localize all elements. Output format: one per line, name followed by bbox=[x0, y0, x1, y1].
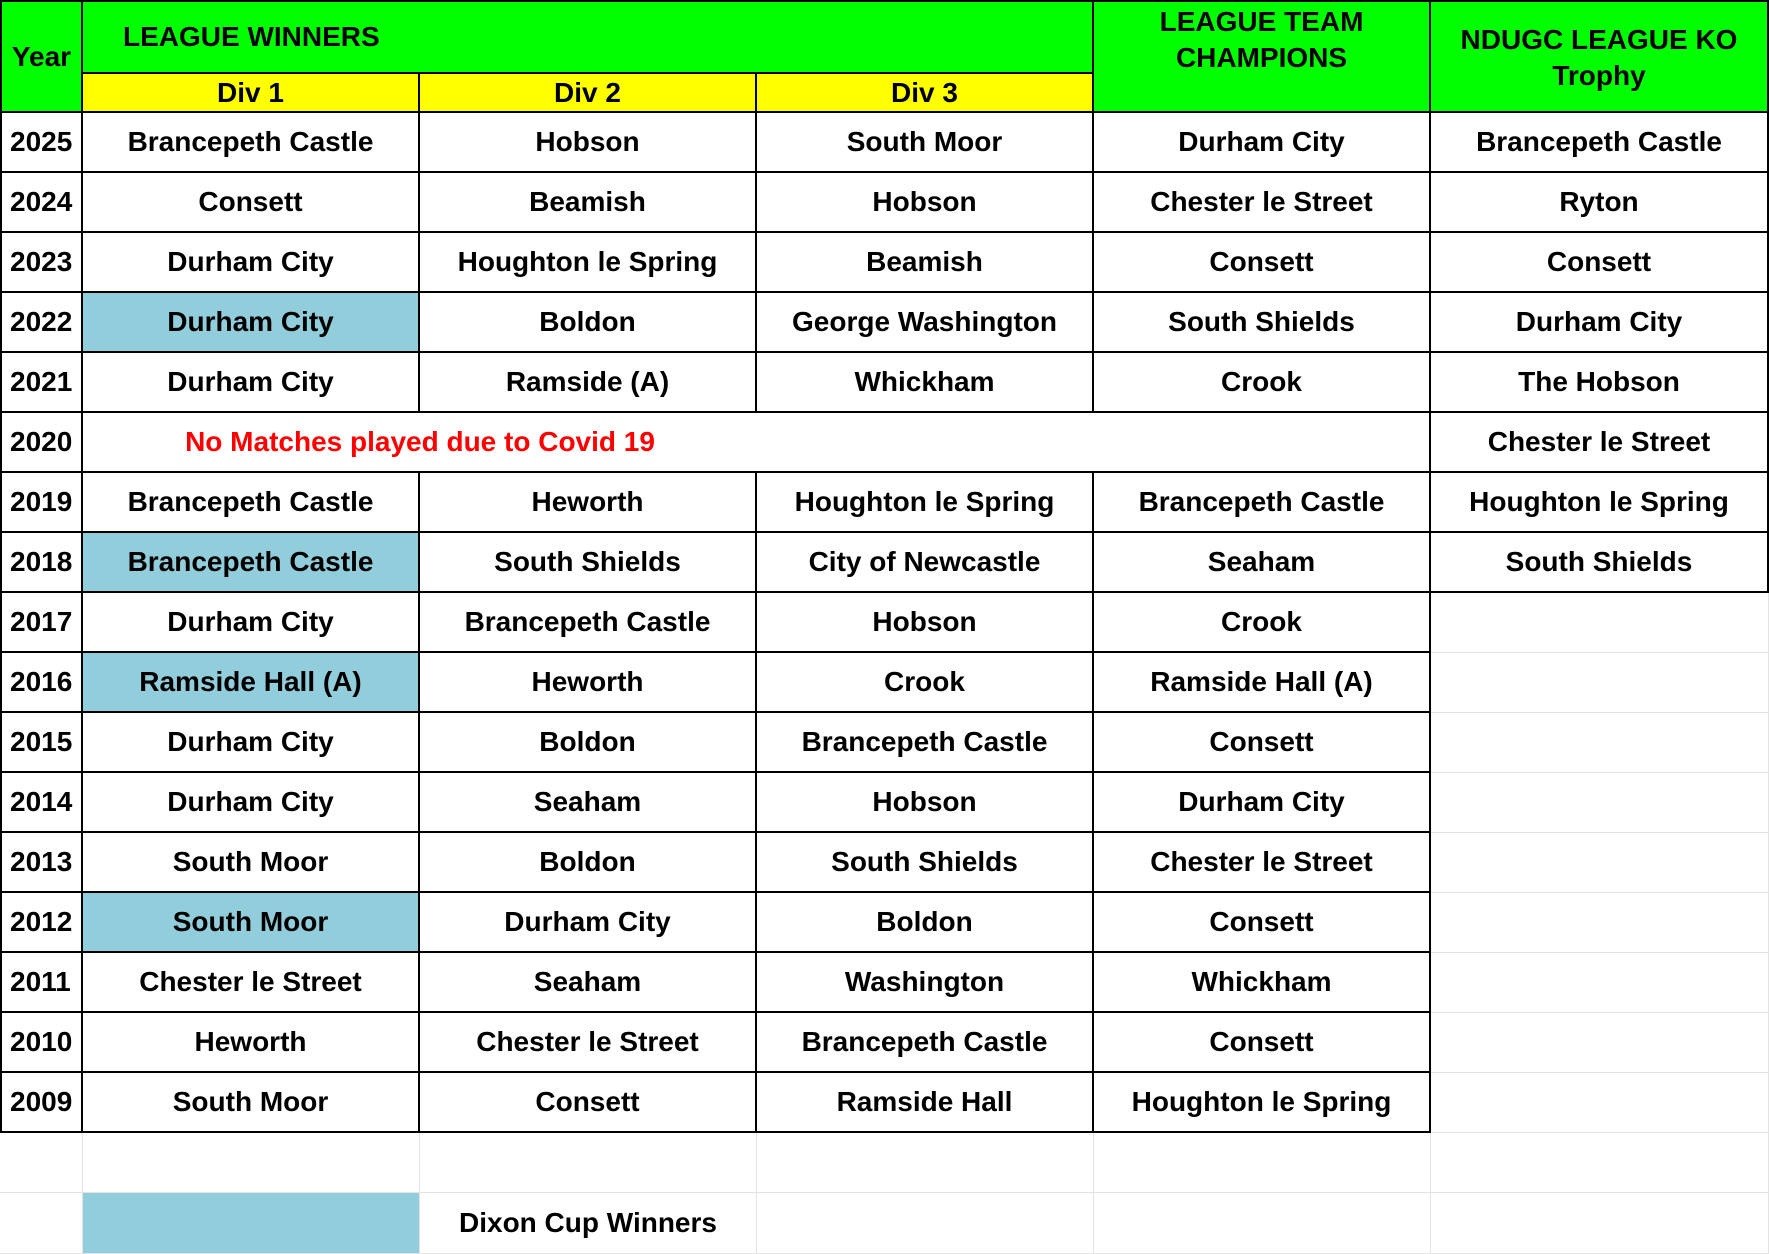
empty-cell bbox=[1431, 1193, 1769, 1254]
header-div3: Div 3 bbox=[757, 74, 1094, 113]
team-champion: Chester le Street bbox=[1094, 833, 1431, 893]
div2-winner: Beamish bbox=[420, 173, 757, 233]
div3-winner: South Moor bbox=[757, 113, 1094, 173]
ko-trophy-winner: The Hobson bbox=[1431, 353, 1769, 413]
team-champion: Consett bbox=[1094, 713, 1431, 773]
ko-trophy-winner bbox=[1431, 1073, 1769, 1133]
div2-winner: Heworth bbox=[420, 653, 757, 713]
year-cell: 2023 bbox=[0, 233, 83, 293]
div2-winner: Ramside (A) bbox=[420, 353, 757, 413]
team-champion: South Shields bbox=[1094, 293, 1431, 353]
div3-winner: Crook bbox=[757, 653, 1094, 713]
ko-trophy-winner: Houghton le Spring bbox=[1431, 473, 1769, 533]
div2-winner: Chester le Street bbox=[420, 1013, 757, 1073]
div2-winner: Seaham bbox=[420, 953, 757, 1013]
dixon-legend-swatch bbox=[83, 1193, 420, 1254]
div1-winner: Durham City bbox=[83, 593, 420, 653]
ko-trophy-winner: Consett bbox=[1431, 233, 1769, 293]
header-div2: Div 2 bbox=[420, 74, 757, 113]
div3-winner: Hobson bbox=[757, 173, 1094, 233]
div1-winner: South Moor bbox=[83, 893, 420, 953]
ko-trophy-winner bbox=[1431, 713, 1769, 773]
div2-winner: Brancepeth Castle bbox=[420, 593, 757, 653]
div2-winner: Seaham bbox=[420, 773, 757, 833]
team-champion: Crook bbox=[1094, 593, 1431, 653]
div1-winner: Ramside Hall (A) bbox=[83, 653, 420, 713]
empty-cell bbox=[757, 1193, 1094, 1254]
div3-winner: Washington bbox=[757, 953, 1094, 1013]
team-champion: Crook bbox=[1094, 353, 1431, 413]
year-cell: 2025 bbox=[0, 113, 83, 173]
div3-winner: Whickham bbox=[757, 353, 1094, 413]
year-cell: 2010 bbox=[0, 1013, 83, 1073]
ko-trophy-winner bbox=[1431, 893, 1769, 953]
div2-winner: Boldon bbox=[420, 293, 757, 353]
div1-winner: South Moor bbox=[83, 833, 420, 893]
year-cell: 2019 bbox=[0, 473, 83, 533]
div2-winner: Durham City bbox=[420, 893, 757, 953]
div3-winner: Brancepeth Castle bbox=[757, 1013, 1094, 1073]
team-champion: Consett bbox=[1094, 893, 1431, 953]
ko-trophy-winner: Durham City bbox=[1431, 293, 1769, 353]
header-ko-trophy bbox=[1431, 0, 1769, 113]
empty-cell bbox=[1094, 413, 1431, 473]
ko-trophy-winner: South Shields bbox=[1431, 533, 1769, 593]
empty-cell bbox=[83, 1133, 420, 1193]
ko-trophy-winner bbox=[1431, 593, 1769, 653]
div1-winner: Brancepeth Castle bbox=[83, 473, 420, 533]
header-ko-line1: NDUGC LEAGUE KO bbox=[1460, 24, 1738, 55]
year-cell: 2018 bbox=[0, 533, 83, 593]
year-cell: 2021 bbox=[0, 353, 83, 413]
div1-winner: Brancepeth Castle bbox=[83, 113, 420, 173]
div3-winner: Hobson bbox=[757, 773, 1094, 833]
header-div1: Div 1 bbox=[83, 74, 420, 113]
div3-winner: Beamish bbox=[757, 233, 1094, 293]
year-cell: 2009 bbox=[0, 1073, 83, 1133]
div2-winner: Boldon bbox=[420, 833, 757, 893]
empty-cell bbox=[1094, 1193, 1431, 1254]
header-year: Year bbox=[0, 0, 83, 113]
div1-winner: Durham City bbox=[83, 293, 420, 353]
ko-trophy-winner: Ryton bbox=[1431, 173, 1769, 233]
div1-winner: Durham City bbox=[83, 233, 420, 293]
empty-cell bbox=[1431, 1133, 1769, 1193]
year-cell: 2012 bbox=[0, 893, 83, 953]
team-champion: Consett bbox=[1094, 233, 1431, 293]
empty-cell bbox=[420, 1133, 757, 1193]
div3-winner: Houghton le Spring bbox=[757, 473, 1094, 533]
ko-trophy-winner: Brancepeth Castle bbox=[1431, 113, 1769, 173]
year-cell: 2017 bbox=[0, 593, 83, 653]
div2-winner: Houghton le Spring bbox=[420, 233, 757, 293]
div3-winner: George Washington bbox=[757, 293, 1094, 353]
div3-winner: South Shields bbox=[757, 833, 1094, 893]
div1-winner: Brancepeth Castle bbox=[83, 533, 420, 593]
year-cell: 2013 bbox=[0, 833, 83, 893]
div3-winner: Brancepeth Castle bbox=[757, 713, 1094, 773]
ko-trophy-winner: Chester le Street bbox=[1431, 413, 1769, 473]
div2-winner: Heworth bbox=[420, 473, 757, 533]
empty-cell bbox=[0, 1193, 83, 1254]
header-league-team-champions bbox=[1094, 0, 1431, 113]
year-cell: 2011 bbox=[0, 953, 83, 1013]
team-champion: Brancepeth Castle bbox=[1094, 473, 1431, 533]
div1-winner: Durham City bbox=[83, 713, 420, 773]
div1-winner: Durham City bbox=[83, 773, 420, 833]
covid-notice: No Matches played due to Covid 19 bbox=[83, 413, 757, 473]
div2-winner: South Shields bbox=[420, 533, 757, 593]
header-team-champions-line2: CHAMPIONS bbox=[1175, 42, 1348, 73]
div3-winner: Hobson bbox=[757, 593, 1094, 653]
team-champion: Durham City bbox=[1094, 113, 1431, 173]
div1-winner: Heworth bbox=[83, 1013, 420, 1073]
ko-trophy-winner bbox=[1431, 1013, 1769, 1073]
div1-winner: Consett bbox=[83, 173, 420, 233]
empty-cell bbox=[757, 413, 1094, 473]
div2-winner: Boldon bbox=[420, 713, 757, 773]
empty-cell bbox=[757, 1133, 1094, 1193]
team-champion: Ramside Hall (A) bbox=[1094, 653, 1431, 713]
div1-winner: Chester le Street bbox=[83, 953, 420, 1013]
team-champion: Chester le Street bbox=[1094, 173, 1431, 233]
div1-winner: Durham City bbox=[83, 353, 420, 413]
header-team-champions-line1: LEAGUE TEAM bbox=[1159, 6, 1364, 37]
div1-winner: South Moor bbox=[83, 1073, 420, 1133]
team-champion: Durham City bbox=[1094, 773, 1431, 833]
empty-cell bbox=[1094, 1133, 1431, 1193]
ko-trophy-winner bbox=[1431, 953, 1769, 1013]
year-cell: 2016 bbox=[0, 653, 83, 713]
year-cell: 2014 bbox=[0, 773, 83, 833]
div3-winner: City of Newcastle bbox=[757, 533, 1094, 593]
team-champion: Houghton le Spring bbox=[1094, 1073, 1431, 1133]
year-cell: 2015 bbox=[0, 713, 83, 773]
ko-trophy-winner bbox=[1431, 653, 1769, 713]
team-champion: Seaham bbox=[1094, 533, 1431, 593]
empty-cell bbox=[0, 1133, 83, 1193]
team-champion: Whickham bbox=[1094, 953, 1431, 1013]
header-league-winners: LEAGUE WINNERS bbox=[83, 0, 1094, 74]
div2-winner: Consett bbox=[420, 1073, 757, 1133]
div2-winner: Hobson bbox=[420, 113, 757, 173]
header-ko-line2: Trophy bbox=[1552, 60, 1646, 91]
year-cell: 2022 bbox=[0, 293, 83, 353]
dixon-legend-label: Dixon Cup Winners bbox=[420, 1193, 757, 1254]
year-cell: 2024 bbox=[0, 173, 83, 233]
year-cell: 2020 bbox=[0, 413, 83, 473]
div3-winner: Boldon bbox=[757, 893, 1094, 953]
ko-trophy-winner bbox=[1431, 773, 1769, 833]
div3-winner: Ramside Hall bbox=[757, 1073, 1094, 1133]
team-champion: Consett bbox=[1094, 1013, 1431, 1073]
ko-trophy-winner bbox=[1431, 833, 1769, 893]
